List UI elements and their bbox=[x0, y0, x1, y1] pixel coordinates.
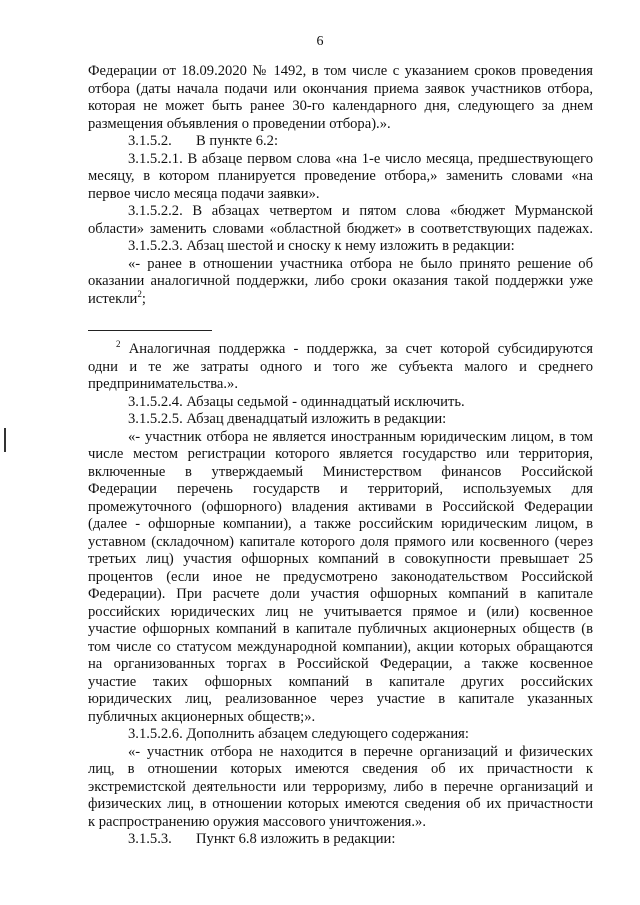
text-line bbox=[88, 744, 593, 762]
text-line bbox=[88, 81, 593, 99]
line-text: числе местом регистрации которого является государство или территория, bbox=[88, 446, 593, 462]
footnote-marker: 2 bbox=[116, 339, 121, 350]
text-line bbox=[88, 551, 593, 569]
line-text: первое число месяца подачи заявки». bbox=[88, 185, 320, 202]
item-text: Пункт 6.8 изложить в редакции: bbox=[196, 831, 396, 847]
text-line bbox=[88, 168, 593, 186]
text-line bbox=[88, 341, 593, 359]
margin-mark bbox=[4, 428, 6, 452]
line-text: предпринимательства.». bbox=[88, 376, 239, 392]
text-line bbox=[88, 499, 593, 517]
text-line bbox=[88, 831, 593, 849]
text-line bbox=[88, 221, 593, 239]
page-number: 6 bbox=[316, 34, 324, 49]
text-line bbox=[88, 288, 593, 309]
text-line bbox=[88, 256, 593, 274]
line-text: которая не может быть ранее 30-го календарного дня, следующего за днем bbox=[88, 98, 593, 114]
line-text: Аналогичная поддержка - поддержка, за счет которой субсидируются bbox=[128, 341, 593, 357]
text-line bbox=[88, 446, 593, 464]
line-text: 3.1.5.2.3. Абзац шестой и сноску к нему изложить в редакции: bbox=[128, 238, 515, 254]
line-text: области» заменить словами «областной бюджет» в соответствующих падежах. bbox=[88, 220, 593, 237]
text-line bbox=[88, 481, 593, 499]
line-text: Федерации). При расчете доли участия офшорных компаний в капитале bbox=[88, 586, 593, 602]
line-text: российских юридических лиц не учитывается прямое и (или) косвенное bbox=[88, 603, 593, 620]
text-line bbox=[88, 639, 593, 657]
text-line bbox=[88, 359, 593, 377]
line-text: 3.1.5.2.6. Дополнить абзацем следующего содержания: bbox=[128, 726, 469, 742]
text-line bbox=[88, 814, 593, 832]
text-line bbox=[88, 761, 593, 779]
text-line bbox=[88, 726, 593, 744]
text-line bbox=[88, 394, 593, 412]
line-text: том числе со статусом международной компании), акции которых обращаются bbox=[88, 638, 593, 655]
line-text: физических лиц, в отношении которых имеются сведения об их причастности bbox=[88, 796, 593, 812]
line-text: включенные в утверждаемый Министерством финансов Российской bbox=[88, 463, 593, 480]
line-text: «- ранее в отношении участника отбора не было принято решение об bbox=[128, 255, 593, 272]
text-line bbox=[88, 569, 593, 587]
item-number: 3.1.5.3. bbox=[128, 831, 172, 847]
line-text: «- участник отбора не находится в перечне организаций и физических bbox=[128, 743, 593, 760]
line-text-tail: ; bbox=[141, 290, 146, 307]
line-text: Федерации от 18.09.2020 № 1492, в том числе с указанием сроков проведения bbox=[88, 63, 593, 79]
text-line bbox=[88, 411, 593, 429]
text-line bbox=[88, 779, 593, 797]
line-text: процентов (если иное не предусмотрено законодательством Российской bbox=[88, 568, 593, 585]
line-text: отбора (даты начала подачи или окончания приема заявок участников отбора, bbox=[88, 80, 593, 97]
text-line bbox=[88, 621, 593, 639]
text-line bbox=[88, 604, 593, 622]
text-line bbox=[88, 516, 593, 534]
text-line bbox=[88, 691, 593, 709]
line-text: публичных акционерных обществ;». bbox=[88, 708, 316, 725]
text-line bbox=[88, 151, 593, 169]
line-text: лиц, в отношении которых имеются сведения об их причастности к bbox=[88, 761, 593, 777]
line-text: третьих лиц) участия офшорных компаний в совокупности превышает 25 bbox=[88, 551, 593, 567]
text-line bbox=[88, 709, 593, 727]
line-text: Федерации перечень государств и территорий, используемых для bbox=[88, 481, 593, 497]
line-text: «- участник отбора не является иностранным юридическим лицом, в том bbox=[128, 428, 593, 445]
line-text: экстремистской деятельности или терроризму, либо в перечне организаций и bbox=[88, 778, 593, 795]
line-text: юридических лиц, реализованное через участие в капитале указанных bbox=[88, 691, 593, 707]
line-text: 3.1.5.2.4. Абзацы седьмой - одиннадцатый исключить. bbox=[128, 393, 465, 410]
line-text: промежуточного (офшорного) владения активами в Российской Федерации bbox=[88, 498, 593, 515]
footnote-separator bbox=[88, 330, 212, 331]
line-text: на организованных торгах в Российской Федерации, а также косвенное bbox=[88, 656, 593, 672]
line-text: (далее - офшорные компании), а также российским юридическим лицом, в bbox=[88, 516, 593, 532]
paragraph-gap bbox=[88, 308, 593, 320]
line-text: месяцу, в котором планируется проведение отбора,» заменить словами «на bbox=[88, 168, 593, 184]
item-text: В пункте 6.2: bbox=[196, 133, 278, 149]
document-body bbox=[88, 63, 593, 849]
line-text: участие таких офшорных компаний в капитале других российских bbox=[88, 673, 593, 690]
line-text: 3.1.5.2.1. В абзаце первом слова «на 1-е число месяца, предшествующего bbox=[128, 150, 593, 167]
text-line bbox=[88, 203, 593, 221]
line-text: оказании аналогичной поддержки, либо сроки оказания такой поддержки уже bbox=[88, 273, 593, 289]
line-text: к распространению оружия массового уничтожения.». bbox=[88, 813, 426, 830]
text-line bbox=[88, 429, 593, 447]
text-line bbox=[88, 63, 593, 81]
line-text: уставном (складочном) капитале которого доля прямого или косвенного (через bbox=[88, 533, 593, 550]
text-line bbox=[88, 238, 593, 256]
footnote-reference: 2 bbox=[137, 288, 142, 299]
line-text: 3.1.5.2.5. Абзац двенадцатый изложить в редакции: bbox=[128, 411, 447, 427]
text-line bbox=[88, 674, 593, 692]
text-line bbox=[88, 586, 593, 604]
line-text: истекли bbox=[88, 290, 138, 307]
text-line bbox=[88, 796, 593, 814]
line-text: размещения объявления о проведении отбора).». bbox=[88, 115, 391, 132]
text-line bbox=[88, 464, 593, 482]
text-line bbox=[88, 273, 593, 291]
text-line bbox=[88, 376, 593, 394]
text-line bbox=[88, 534, 593, 552]
line-text: участие офшорных компаний в капитале публичных акционерных обществ (в bbox=[88, 621, 593, 637]
text-line bbox=[88, 116, 593, 134]
text-line bbox=[88, 133, 593, 151]
text-line bbox=[88, 186, 593, 204]
line-text: 3.1.5.2.2. В абзацах четвертом и пятом слова «бюджет Мурманской bbox=[128, 203, 593, 219]
line-text: одни и те же затраты одного и того же субъекта малого и среднего bbox=[88, 358, 593, 375]
text-line bbox=[88, 656, 593, 674]
item-number: 3.1.5.2. bbox=[128, 133, 172, 149]
text-line bbox=[88, 98, 593, 116]
